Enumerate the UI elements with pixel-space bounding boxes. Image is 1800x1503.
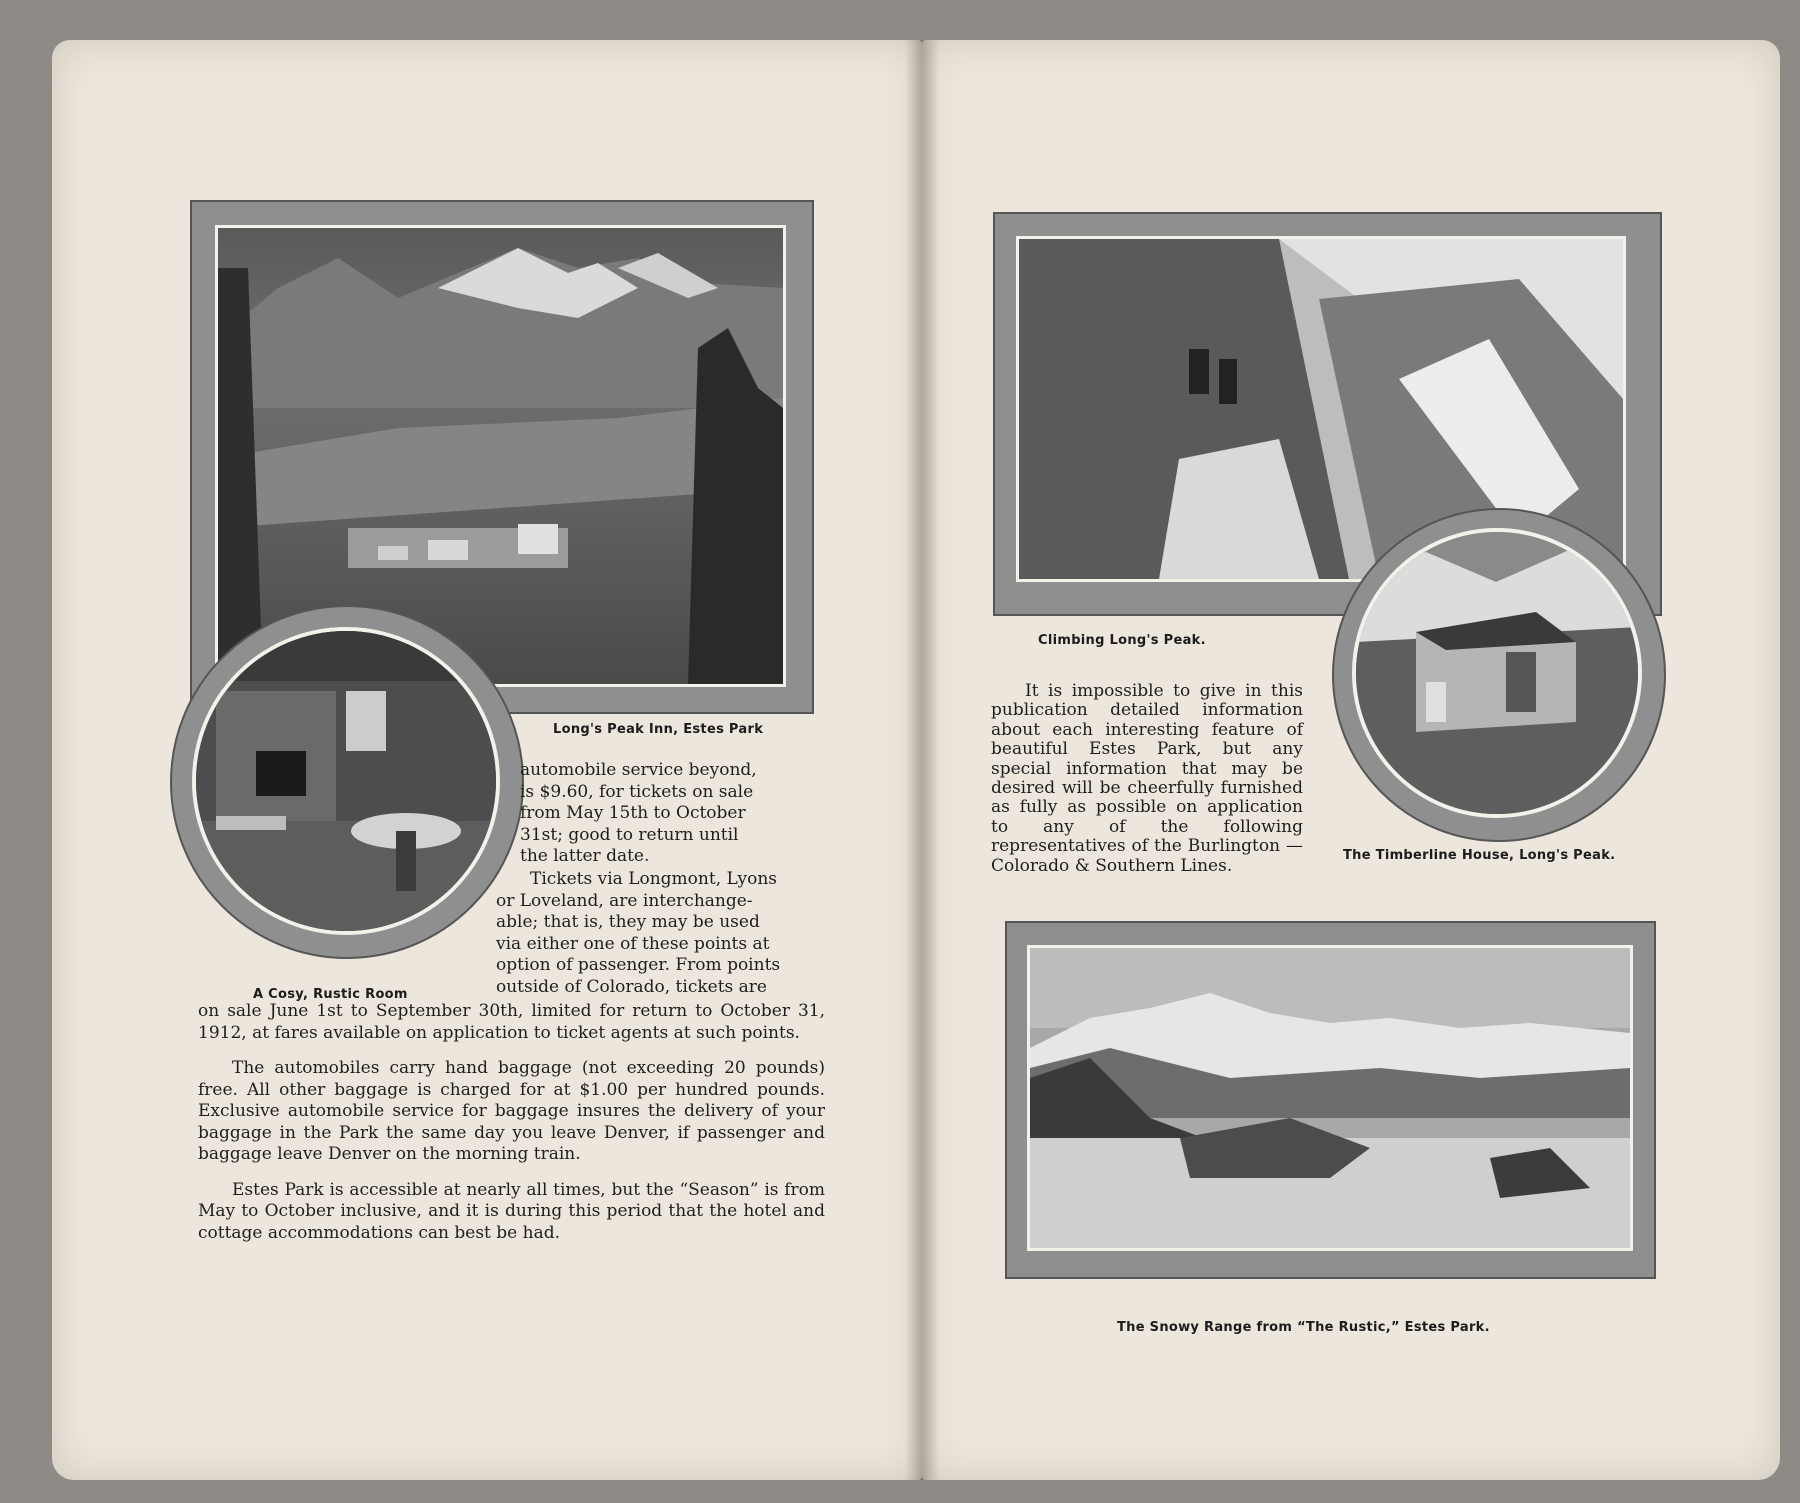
- fare-line-4: 31st; good to return until: [520, 824, 739, 845]
- tickets-line-3: able; that is, they may be used: [496, 912, 760, 932]
- info-paragraph: [991, 682, 1303, 876]
- snowy-range-caption: The Snowy Range from “The Rustic,” Estes Park.: [1117, 1320, 1490, 1335]
- fare-line-3: from May 15th to October: [520, 803, 746, 823]
- tickets-paragraph: [496, 869, 825, 998]
- tickets-line-1: Tickets via Longmont, Lyons: [530, 869, 777, 889]
- timberline-photo: [1352, 528, 1642, 818]
- snowy-range-photo: [1027, 945, 1633, 1251]
- tickets-line-4: via either one of these points at: [496, 933, 770, 954]
- rustic-room-caption: A Cosy, Rustic Room: [253, 987, 408, 1002]
- fare-paragraph: [520, 760, 825, 868]
- climbing-caption: Climbing Long's Peak.: [1038, 633, 1206, 648]
- book-gutter: [905, 40, 939, 1480]
- baggage-paragraph: The automobiles carry hand baggage (not exceeding 20 pounds) free. All other baggage is charged for at $1.00 per hundred pounds. Exclusive automobile service for baggage insures the delivery of your baggage in the Park the same day you leave Denver, if passenger and baggage leave Denver on the morning train.: [198, 1058, 825, 1164]
- lower-text-block: [198, 1001, 825, 1244]
- tickets-line-5: option of passenger. From points: [496, 955, 781, 975]
- timberline-caption: The Timberline House, Long's Peak.: [1343, 848, 1616, 863]
- tickets-line-2: or Loveland, are interchange-: [496, 890, 753, 911]
- info-text: It is impossible to give in this publication detailed information about each interesting feature of beautiful Estes Park, but any special information that may be desired will be cheerfully furnished as fully as possible on application to any of the following representatives of the Burlington —Colorado & Southern Lines.: [991, 681, 1303, 876]
- tickets-line-6: outside of Colorado, tickets are: [496, 976, 767, 997]
- tickets-tail: on sale June 1st to September 30th, limited for return to October 31, 1912, at fares available on application to ticket agents at such points.: [198, 1001, 825, 1043]
- fare-line-2: is $9.60, for tickets on sale: [520, 781, 754, 802]
- fare-line-1: automobile service beyond,: [520, 760, 757, 780]
- season-paragraph: Estes Park is accessible at nearly all times, but the “Season” is from May to October inclusive, and it is during this period that the hotel and cottage accommodations can best be had.: [198, 1179, 825, 1243]
- fare-line-5: the latter date.: [520, 846, 650, 866]
- longs-peak-inn-caption: Long's Peak Inn, Estes Park: [553, 722, 764, 737]
- rustic-room-photo: [192, 627, 500, 935]
